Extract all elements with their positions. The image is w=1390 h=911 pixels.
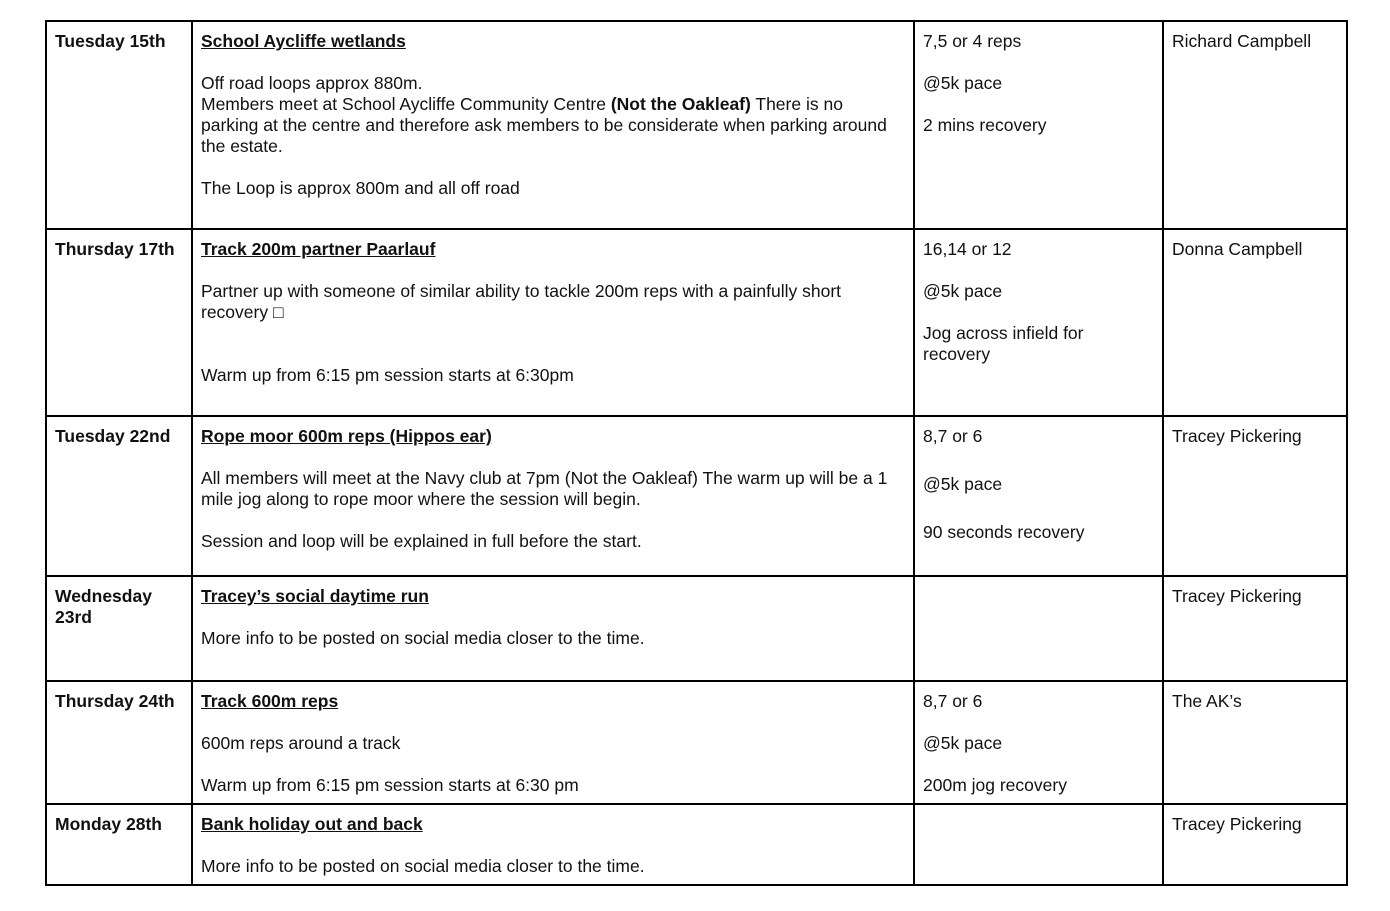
session-desc: Off road loops approx 880m. <box>201 73 423 93</box>
session-desc: All members will meet at the Navy club at 7pm (Not the Oakleaf) The warm up will be a 1 mile jog along to rope moor where the session will begin. <box>201 468 888 509</box>
day-cell: Thursday 17th <box>46 229 192 416</box>
day-cell: Tuesday 15th <box>46 21 192 229</box>
session-cell <box>192 804 914 885</box>
reps-cell <box>914 576 1163 681</box>
leader-cell: The AK’s <box>1163 681 1347 804</box>
table-row <box>46 576 1347 681</box>
leader-cell: Tracey Pickering <box>1163 576 1347 681</box>
session-title: Rope moor 600m reps (Hippos ear) <box>201 426 492 446</box>
leader-cell: Richard Campbell <box>1163 21 1347 229</box>
table-row <box>46 804 1347 885</box>
session-desc <box>201 94 905 157</box>
reps: 7,5 or 4 reps <box>923 31 1022 51</box>
day-cell: Tuesday 22nd <box>46 416 192 576</box>
day-cell: Wednesday 23rd <box>46 576 192 681</box>
session-schedule-table <box>45 20 1348 886</box>
reps-cell <box>914 229 1163 416</box>
pace: @5k pace <box>923 474 1003 494</box>
reps-cell <box>914 416 1163 576</box>
table-row <box>46 229 1347 416</box>
reps: 16,14 or 12 <box>923 239 1012 259</box>
session-title: Track 600m reps <box>201 691 339 711</box>
recovery: 90 seconds recovery <box>923 522 1085 542</box>
table-row <box>46 416 1347 576</box>
leader-cell: Tracey Pickering <box>1163 416 1347 576</box>
session-title: Track 200m partner Paarlauf <box>201 239 436 259</box>
reps-cell <box>914 21 1163 229</box>
desc-text: There is no parking at the centre and therefore ask members to be considerate when parking around the estate. <box>201 94 887 156</box>
session-title: School Aycliffe wetlands <box>201 31 406 51</box>
table-row <box>46 21 1347 229</box>
session-cell <box>192 416 914 576</box>
reps-cell <box>914 681 1163 804</box>
session-desc: Partner up with someone of similar ability to tackle 200m reps with a painfully short recovery □ <box>201 281 842 322</box>
session-desc: Warm up from 6:15 pm session starts at 6:30 pm <box>201 775 579 795</box>
session-title: Tracey’s social daytime run <box>201 586 429 606</box>
recovery: Jog across infield for recovery <box>923 323 1084 364</box>
day-cell: Monday 28th <box>46 804 192 885</box>
reps: 8,7 or 6 <box>923 691 983 711</box>
pace: @5k pace <box>923 73 1003 93</box>
day-cell: Thursday 24th <box>46 681 192 804</box>
session-desc: Session and loop will be explained in full before the start. <box>201 531 642 551</box>
reps: 8,7 or 6 <box>923 426 983 446</box>
table-row <box>46 681 1347 804</box>
session-desc: The Loop is approx 800m and all off road <box>201 178 520 198</box>
pace: @5k pace <box>923 281 1003 301</box>
desc-bold: (Not the Oakleaf) <box>610 94 751 114</box>
recovery: 200m jog recovery <box>923 775 1067 795</box>
session-desc: 600m reps around a track <box>201 733 401 753</box>
reps-cell <box>914 804 1163 885</box>
session-cell <box>192 21 914 229</box>
session-desc: More info to be posted on social media closer to the time. <box>201 628 645 648</box>
recovery: 2 mins recovery <box>923 115 1047 135</box>
session-cell <box>192 229 914 416</box>
desc-text: Members meet at School Aycliffe Community Centre <box>201 94 611 114</box>
session-cell <box>192 576 914 681</box>
session-desc: More info to be posted on social media closer to the time. <box>201 856 645 876</box>
leader-cell: Donna Campbell <box>1163 229 1347 416</box>
leader-cell: Tracey Pickering <box>1163 804 1347 885</box>
session-desc: Warm up from 6:15 pm session starts at 6:30pm <box>201 365 574 385</box>
pace: @5k pace <box>923 733 1003 753</box>
session-cell <box>192 681 914 804</box>
session-title: Bank holiday out and back <box>201 814 423 834</box>
